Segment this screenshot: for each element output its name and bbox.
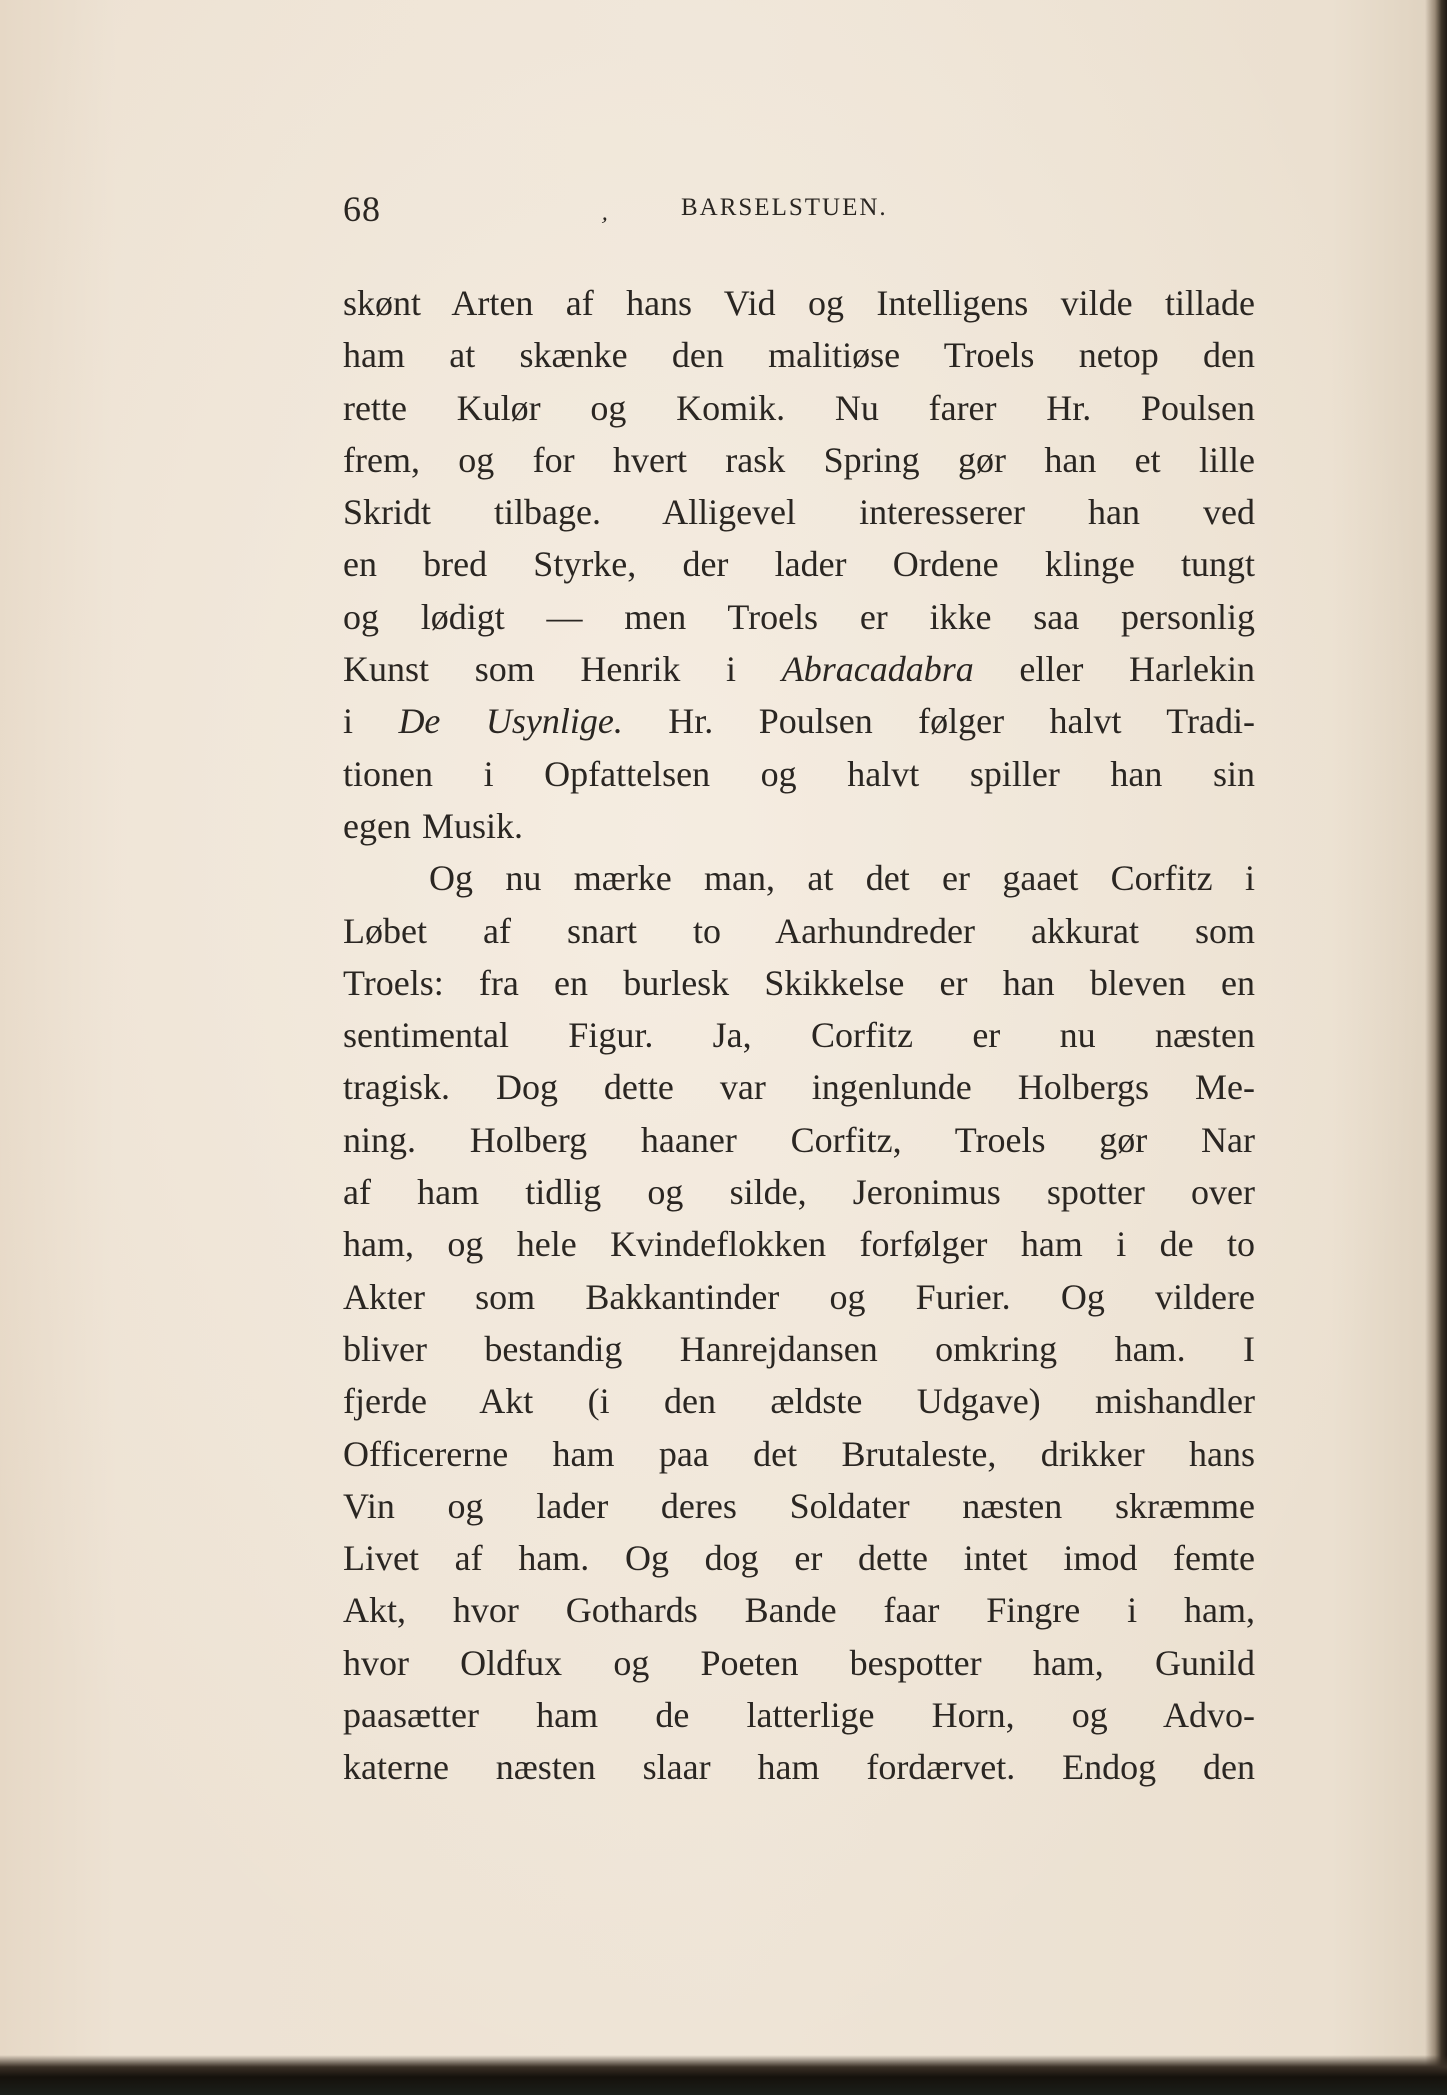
text-segment: Hr. Poulsen følger halvt Tradi- bbox=[622, 701, 1255, 742]
text-segment: eller Harlekin bbox=[973, 649, 1255, 690]
text-line: bliver bestandig Hanrejdansen omkring ham. I bbox=[343, 1328, 1255, 1369]
text-line: katerne næsten slaar ham fordærvet. Endog den bbox=[343, 1747, 1255, 1788]
text-line: fjerde Akt (i den ældste Udgave) mishandler bbox=[343, 1381, 1255, 1422]
text-line bbox=[343, 695, 1255, 747]
text-line: frem, og for hvert rask Spring gør han et lille bbox=[343, 439, 1255, 480]
text-line: rette Kulør og Komik. Nu farer Hr. Poulsen bbox=[343, 387, 1255, 428]
text-line: paasætter ham de latterlige Horn, og Advo- bbox=[343, 1695, 1255, 1736]
text-line: Skridt tilbage. Alligevel interesserer han ved bbox=[343, 492, 1255, 533]
text-segment: Kunst som Henrik i bbox=[343, 649, 782, 690]
text-line: Akt, hvor Gothards Bande faar Fingre i ham, bbox=[343, 1590, 1255, 1631]
text-line: Livet af ham. Og dog er dette intet imod femte bbox=[343, 1538, 1255, 1579]
text-line: egen Musik. bbox=[343, 805, 523, 846]
body-text bbox=[343, 277, 1255, 1794]
text-line: Troels: fra en burlesk Skikkelse er han bleven en bbox=[343, 962, 1255, 1003]
text-line: tragisk. Dog dette var ingenlunde Holbergs Me- bbox=[343, 1067, 1255, 1108]
text-line: tionen i Opfattelsen og halvt spiller han sin bbox=[343, 753, 1255, 794]
text-line: Vin og lader deres Soldater næsten skræmme bbox=[343, 1485, 1255, 1526]
page-bottom-shadow bbox=[0, 2055, 1447, 2095]
page-number: 68 bbox=[343, 189, 381, 229]
text-line: Officererne ham paa det Brutaleste, drikker hans bbox=[343, 1433, 1255, 1474]
text-line: en bred Styrke, der lader Ordene klinge tungt bbox=[343, 544, 1255, 585]
text-line bbox=[343, 643, 1255, 695]
text-line: af ham tidlig og silde, Jeronimus spotter over bbox=[343, 1172, 1255, 1213]
text-line: hvor Oldfux og Poeten bespotter ham, Gunild bbox=[343, 1642, 1255, 1683]
text-line: ham, og hele Kvindeflokken forfølger ham i de to bbox=[343, 1224, 1255, 1265]
text-line: Løbet af snart to Aarhundreder akkurat som bbox=[343, 910, 1255, 951]
text-line: Akter som Bakkantinder og Furier. Og vildere bbox=[343, 1276, 1255, 1317]
text-line: skønt Arten af hans Vid og Intelligens vilde tillade bbox=[343, 283, 1255, 323]
text-line: ning. Holberg haaner Corfitz, Troels gør Nar bbox=[343, 1119, 1255, 1160]
title-abracadabra: Abracadabra bbox=[781, 649, 974, 690]
page-edge-shadow bbox=[1425, 0, 1447, 2095]
text-line: Og nu mærke man, at det er gaaet Corfitz i bbox=[429, 858, 1255, 899]
title-de-usynlige: De Usynlige. bbox=[398, 701, 623, 742]
text-line: og lødigt — men Troels er ikke saa personlig bbox=[343, 596, 1255, 637]
stray-ink-mark: , bbox=[600, 199, 612, 227]
text-line: sentimental Figur. Ja, Corfitz er nu næsten bbox=[343, 1015, 1255, 1056]
text-segment: i bbox=[343, 701, 399, 742]
page-header bbox=[343, 180, 1253, 240]
text-line: ham at skænke den malitiøse Troels netop den bbox=[343, 335, 1255, 376]
running-head: BARSELSTUEN. bbox=[681, 194, 888, 221]
